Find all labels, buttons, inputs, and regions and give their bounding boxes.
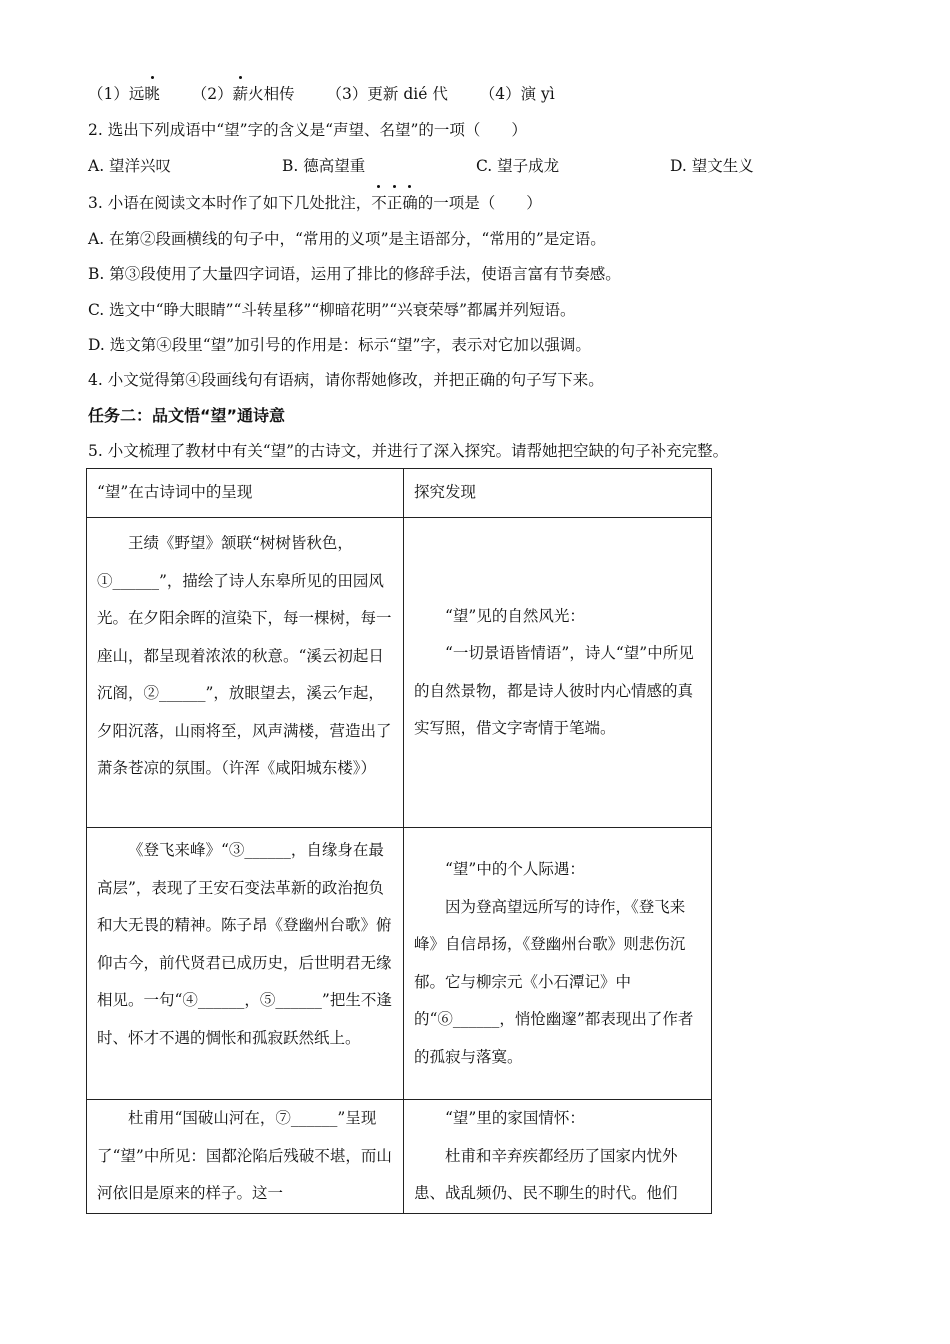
task2-heading: 任务二：品文悟“望”通诗意	[88, 406, 286, 425]
cell-text: 杜甫和辛弃疾都经历了国家内忧外患、战乱频仍、民不聊生的时代。他们	[414, 1146, 678, 1202]
cell-text: “一切景语皆情语”，诗人“望”中所见的自然景物，都是诗人彼时内心情感的真实写照，借文字寄情于笔端。	[414, 644, 694, 737]
table-header-right: 探究发现	[404, 469, 712, 518]
q3-option-d: D. 选文第④段里“望”加引号的作用是：标示“望”字，表示对它加以强调。	[88, 336, 591, 354]
q1-item-1: （1）远眺	[88, 85, 160, 103]
emphasized-text: 不正确	[371, 191, 418, 213]
q2-stem: 2. 选出下列成语中“望”字的含义是“声望、名望”的一项（ ）	[88, 121, 527, 139]
cell-title: “望”里的家国情怀：	[445, 1109, 585, 1127]
q1-item-3: （3）更新 dié 代	[326, 85, 448, 103]
q2-option-c: C. 望子成龙	[476, 157, 560, 175]
table-cell-left	[87, 518, 404, 828]
cell-text: 杜甫用“国破山河在，⑦______”呈现了“望”中所见：国都沦陷后残破不堪，而山河依旧是原来的样子。这一	[97, 1109, 392, 1202]
cell-text: 《登飞来峰》“③______，自缘身在最高层”，表现了王安石变法革新的政治抱负和大无畏的精神。陈子昂《登幽州台歌》俯仰古今，前代贤君已成历史，后世明君无缘相见。一句“④______，⑤______”把生不逢时、怀才不遇的惆怅和孤寂跃然纸上。	[97, 841, 392, 1047]
table-cell-left	[87, 828, 404, 1100]
cell-text: 王绩《野望》颔联“树树皆秋色，①______”，描绘了诗人东皋所见的田园风光。在夕阳余晖的渲染下，每一棵树，每一座山，都呈现着浓浓的秋意。“溪云初起日沉阁，②______”，放眼望去，溪云乍起，夕阳沉落，山雨将至，风声满楼，营造出了萧条苍凉的氛围。（许浑《咸阳城东楼》）	[97, 534, 392, 777]
q2-option-d: D. 望文生义	[670, 157, 754, 175]
q1-items	[88, 82, 555, 104]
cell-title: “望”中的个人际遇：	[445, 860, 585, 878]
table-cell-right	[404, 828, 712, 1100]
q1-item-4: （4）演 yì	[479, 85, 555, 103]
q3-stem: 3. 小语在阅读文本时作了如下几处批注，不正确 的一项是（ ）	[88, 191, 542, 213]
table-cell-right	[404, 1100, 712, 1214]
q2-option-b: B. 德高望重	[282, 157, 366, 175]
q5-stem: 5. 小文梳理了教材中有关“望”的古诗文，并进行了深入探究。请帮她把空缺的句子补充完整。	[88, 442, 729, 460]
table-cell-left	[87, 1100, 404, 1214]
table-row	[87, 828, 712, 1100]
cell-title: “望”见的自然风光：	[445, 606, 585, 625]
q3-option-a: A. 在第②段画横线的句子中，“常用的义项”是主语部分，“常用的”是定语。	[88, 230, 606, 248]
emphasis-dot: 薪	[233, 82, 249, 104]
table-header-row	[87, 469, 712, 518]
table-cell-right	[404, 518, 712, 828]
emphasis-dot: 眺	[144, 82, 160, 104]
q1-item-2: （2）薪火相传	[192, 85, 295, 103]
poem-table	[86, 468, 712, 1214]
table-header-left: “望”在古诗词中的呈现	[87, 469, 404, 518]
q2-option-a: A. 望洋兴叹	[88, 157, 172, 175]
table-row	[87, 1100, 712, 1214]
cell-text: 因为登高望远所写的诗作，《登飞来峰》自信昂扬，《登幽州台歌》则悲伤沉郁。它与柳宗元《小石潭记》中的“⑥______，悄怆幽邃”都表现出了作者的孤寂与落寞。	[414, 897, 694, 1066]
q3-option-b: B. 第③段使用了大量四字词语，运用了排比的修辞手法，使语言富有节奏感。	[88, 265, 621, 283]
q4-stem: 4. 小文觉得第④段画线句有语病，请你帮她修改，并把正确的句子写下来。	[88, 371, 604, 389]
table-row	[87, 518, 712, 828]
q3-option-c: C. 选文中“睁大眼睛”“斗转星移”“柳暗花明”“兴衰荣辱”都属并列短语。	[88, 301, 576, 319]
